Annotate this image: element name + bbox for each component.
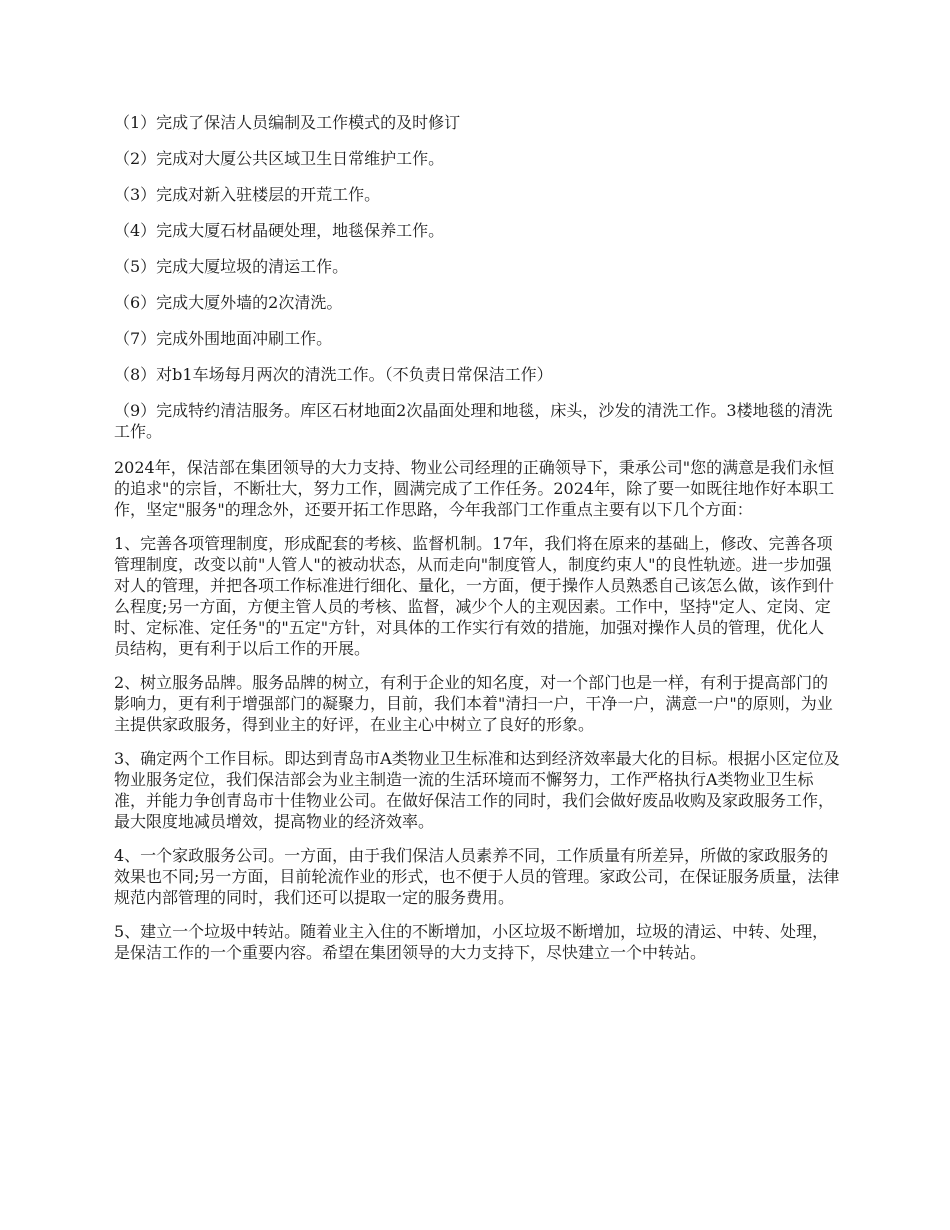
body-paragraph: 1、完善各项管理制度，形成配套的考核、监督机制。17年，我们将在原来的基础上，修改、完善各项管理制度，改变以前"人管人"的被动状态，从而走向"制度管人，制度约束人"的良性轨迹。进一步加强对人的管理，并把各项工作标准进行细化、量化，一方面，便于操作人员熟悉自己该怎么做，该作到什么程度;另一方面，方便主管人员的考核、监督，减少个人的主观因素。工作中，坚持"定人、定岗、定时、定标准、定任务"的"五定"方针，对具体的工作实行有效的措施，加强对操作人员的管理，优化人员结构，更有利于以后工作的开展。 — [114, 534, 835, 658]
list-item: （8）对b1车场每月两次的清洗工作。（不负责日常保洁工作） — [114, 365, 553, 384]
list-item: （3）完成对新入驻楼层的开荒工作。 — [114, 185, 381, 204]
list-item: （7）完成外围地面冲刷工作。 — [114, 329, 333, 348]
body-paragraph: 3、确定两个工作目标。即达到青岛市A类物业卫生标准和达到经济效率最大化的目标。根据小区定位及物业服务定位，我们保洁部会为业主制造一流的生活环境而不懈努力，工作严格执行A类物业卫生标准，并能力争创青岛市十佳物业公司。在做好保洁工作的同时，我们会做好废品收购及家政服务工作，最大限度地减员增效，提高物业的经济效率。 — [114, 749, 840, 831]
list-item: （1）完成了保洁人员编制及工作模式的及时修订 — [114, 113, 461, 132]
document-body — [114, 112, 840, 976]
intro-paragraph: 2024年，保洁部在集团领导的大力支持、物业公司经理的正确领导下，秉承公司"您的满意是我们永恒的追求"的宗旨，不断壮大，努力工作，圆满完成了工作任务。2024年，除了要一如既往地作好本职工作，坚定"服务"的理念外，还要开拓工作思路，今年我部门工作重点主要有以下几个方面： — [114, 458, 835, 519]
body-paragraph: 4、一个家政服务公司。一方面，由于我们保洁人员素养不同，工作质量有所差异，所做的家政服务的效果也不同;另一方面，目前轮流作业的形式，也不便于人员的管理。家政公司，在保证服务质量，法律规范内部管理的同时，我们还可以提取一定的服务费用。 — [114, 846, 840, 907]
list-item: （6）完成大厦外墙的2次清洗。 — [114, 293, 343, 312]
body-paragraph: 2、树立服务品牌。服务品牌的树立，有利于企业的知名度，对一个部门也是一样，有利于提高部门的影响力，更有利于增强部门的凝聚力，目前，我们本着"清扫一户，干净一户，满意一户"的原则，为业主提供家政服务，得到业主的好评，在业主心中树立了良好的形象。 — [114, 673, 833, 734]
list-item: （5）完成大厦垃圾的清运工作。 — [114, 257, 349, 276]
body-paragraph: 5、建立一个垃圾中转站。随着业主入住的不断增加，小区垃圾不断增加，垃圾的清运、中转、处理，是保洁工作的一个重要内容。希望在集团领导的大力支持下，尽快建立一个中转站。 — [114, 922, 829, 962]
list-item: （2）完成对大厦公共区域卫生日常维护工作。 — [114, 149, 445, 168]
list-item: （4）完成大厦石材晶硬处理，地毯保养工作。 — [114, 221, 445, 240]
list-item: （9）完成特约清洁服务。库区石材地面2次晶面处理和地毯，床头，沙发的清洗工作。3楼地毯的清洗工作。 — [114, 401, 833, 441]
